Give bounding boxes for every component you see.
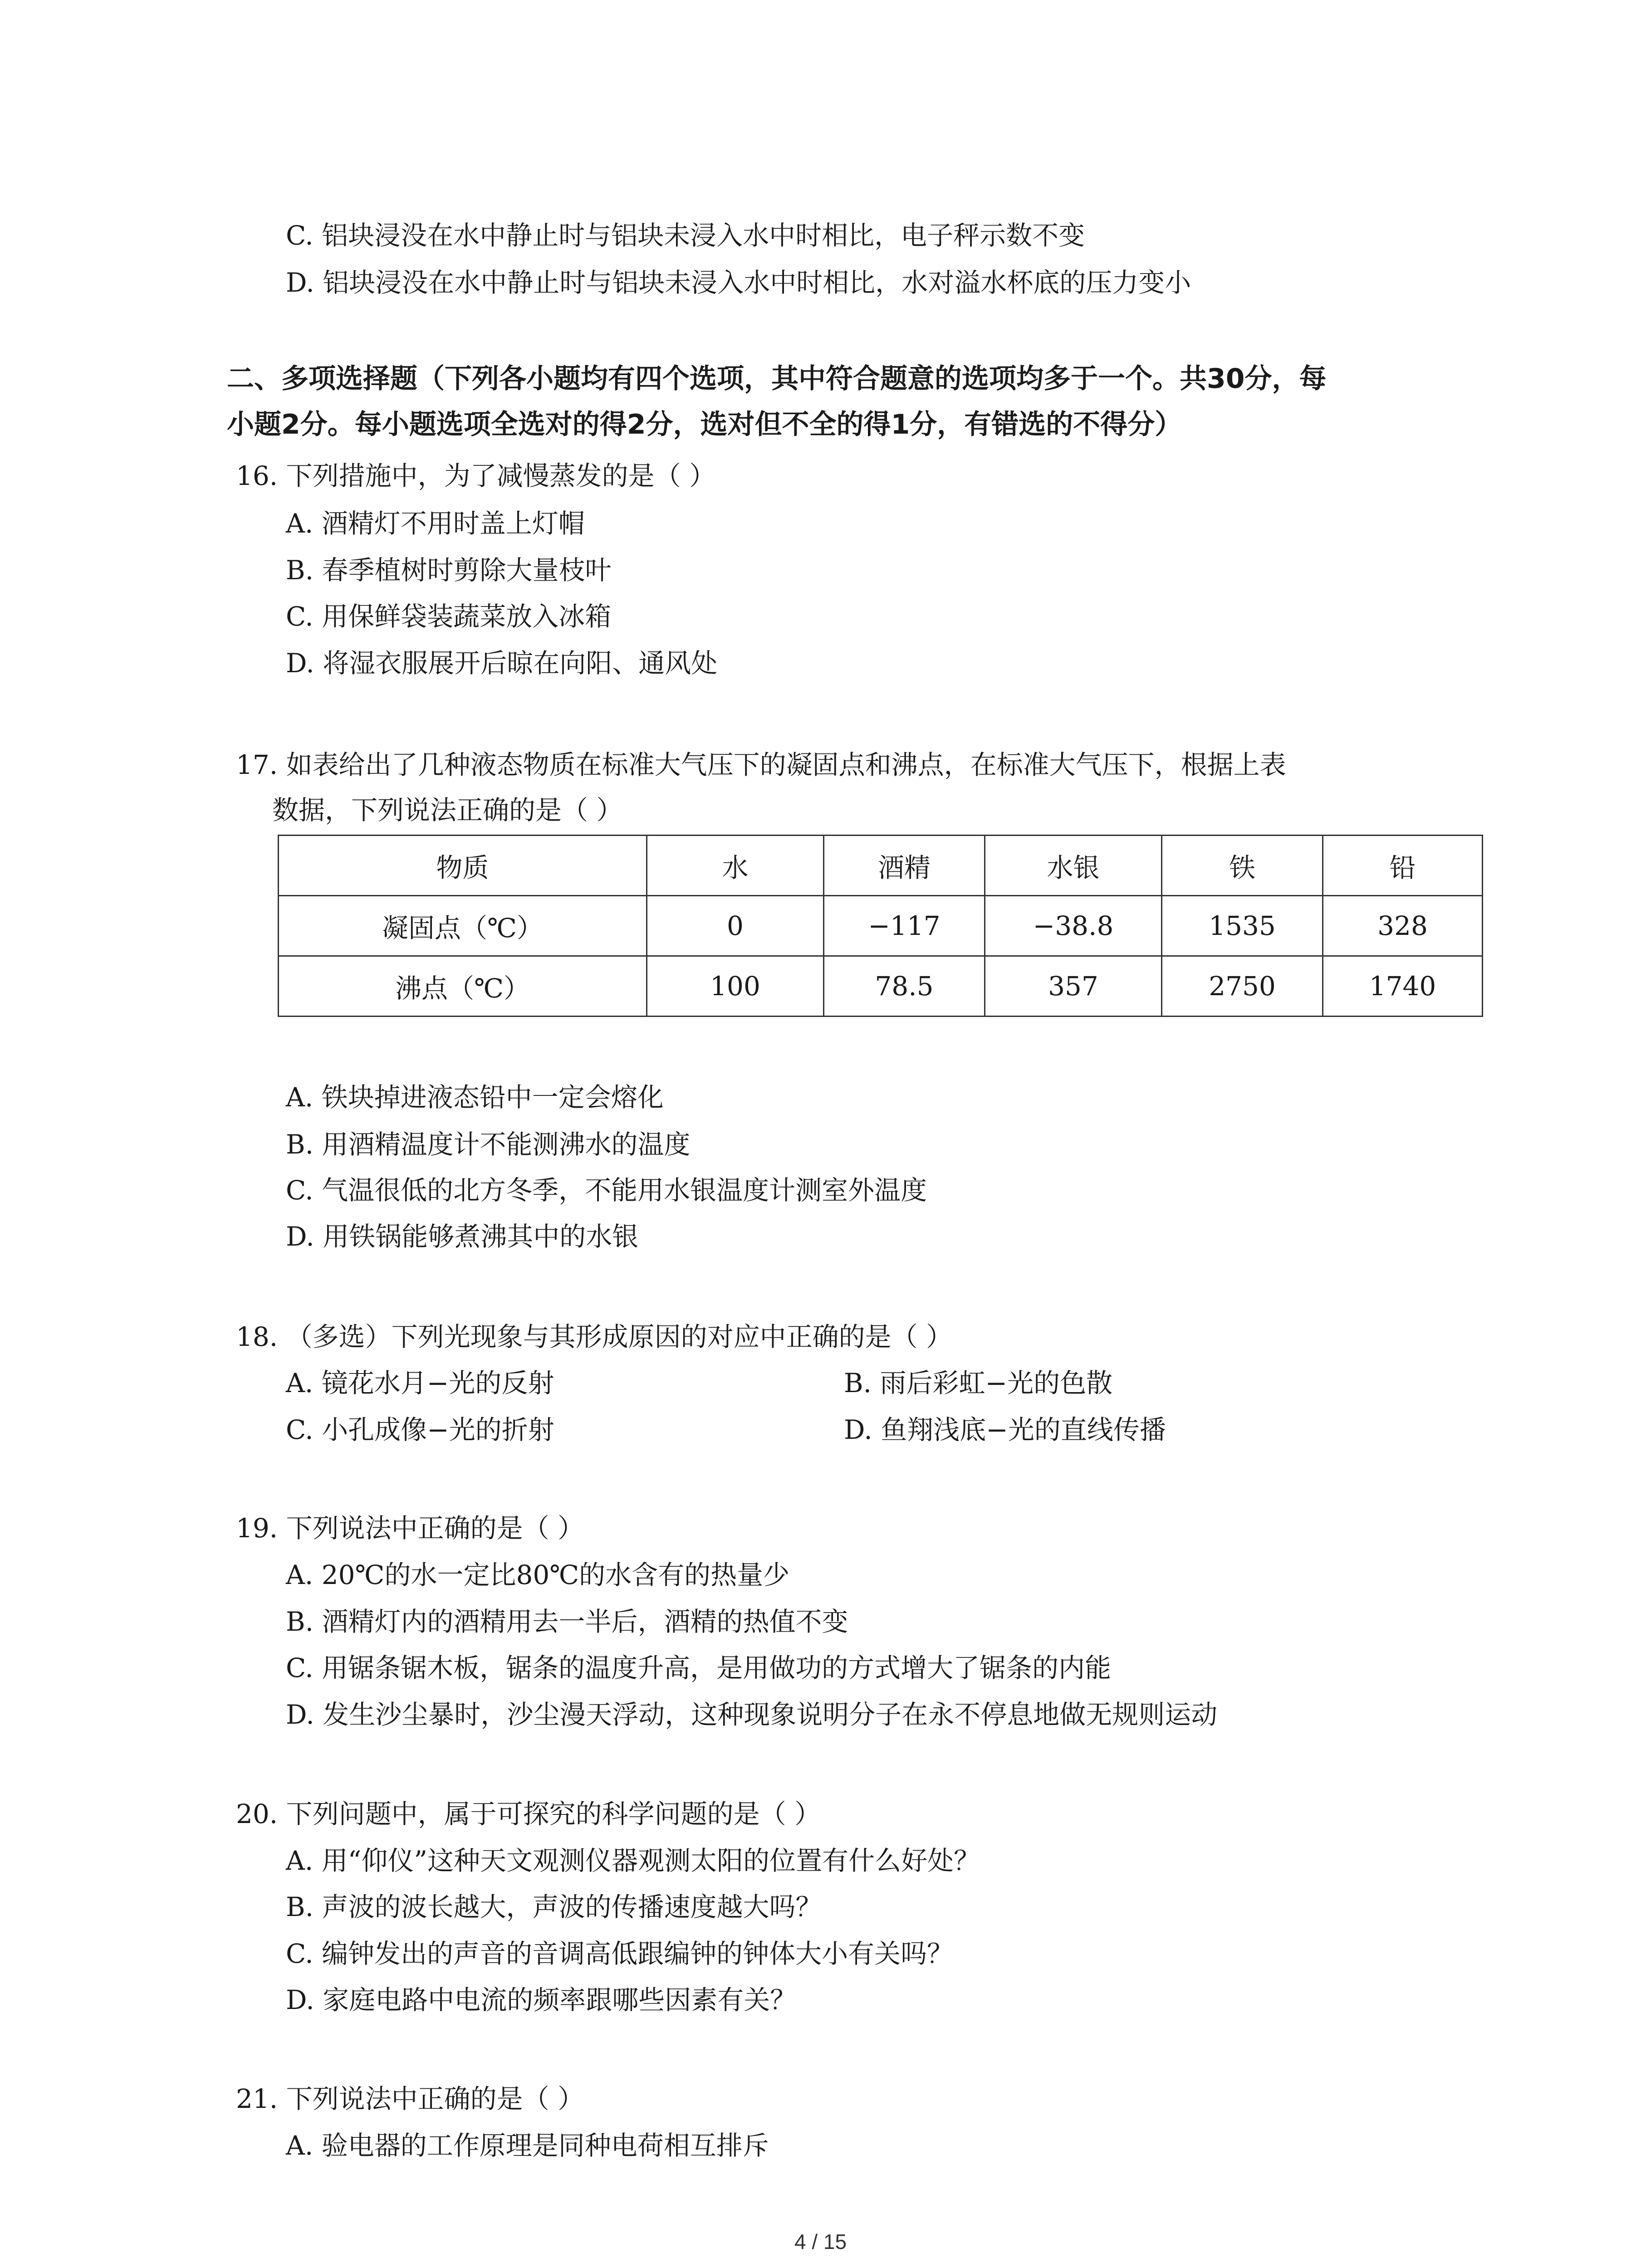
table-row (279, 956, 1483, 1017)
q16-option-d: D. 将湿衣服展开后晾在向阳、通风处 (286, 648, 718, 679)
q20-option-a: A. 用“仰仪”这种天文观测仪器观测太阳的位置有什么好处？ (286, 1845, 980, 1876)
table-cell: 水 (647, 836, 824, 896)
q17-option-c: C. 气温很低的北方冬季，不能用水银温度计测室外温度 (286, 1175, 927, 1206)
q18-option-d: D. 鱼翔浅底−光的直线传播 (844, 1414, 1166, 1445)
q17-option-b: B. 用酒精温度计不能测沸水的温度 (286, 1129, 691, 1160)
q19-stem: 19. 下列说法中正确的是（ ） (236, 1513, 584, 1544)
table-cell: 1535 (1162, 896, 1323, 956)
q20-option-b: B. 声波的波长越大，声波的传播速度越大吗？ (286, 1892, 822, 1922)
table-cell: −117 (824, 896, 985, 956)
table-cell: 0 (647, 896, 824, 956)
q20-stem: 20. 下列问题中，属于可探究的科学问题的是（ ） (236, 1799, 821, 1829)
table-cell: 铅 (1323, 836, 1483, 896)
section-heading-line2: 小题2分。每小题选项全选对的得2分，选对但不全的得1分，有错选的不得分） (227, 409, 1182, 440)
q16-option-b: B. 春季植树时剪除大量枝叶 (286, 555, 612, 586)
table-cell: 100 (647, 956, 824, 1017)
properties-table (278, 835, 1483, 1017)
table-row (279, 896, 1483, 956)
page-number: 4 / 15 (794, 2230, 847, 2253)
q16-stem: 16. 下列措施中，为了减慢蒸发的是（ ） (236, 460, 716, 491)
table-cell: 水银 (985, 836, 1162, 896)
q18-stem: 18. （多选）下列光现象与其形成原因的对应中正确的是（ ） (236, 1321, 953, 1352)
q20-option-c: C. 编钟发出的声音的音调高低跟编钟的钟体大小有关吗？ (286, 1938, 954, 1969)
q20-option-d: D. 家庭电路中电流的频率跟哪些因素有关？ (286, 1984, 797, 2015)
table-cell: 沸点（℃） (279, 956, 647, 1017)
q21-stem: 21. 下列说法中正确的是（ ） (236, 2083, 584, 2114)
q19-option-a: A. 20℃的水一定比80℃的水含有的热量少 (286, 1559, 790, 1590)
table-cell: 铁 (1162, 836, 1323, 896)
table-cell: −38.8 (985, 896, 1162, 956)
q18-option-b: B. 雨后彩虹−光的色散 (844, 1368, 1113, 1398)
table-cell: 物质 (279, 836, 647, 896)
q17-stem-line2: 数据，下列说法正确的是（ ） (272, 795, 623, 826)
q19-option-c: C. 用锯条锯木板，锯条的温度升高，是用做功的方式增大了锯条的内能 (286, 1652, 1112, 1683)
q16-option-a: A. 酒精灯不用时盖上灯帽 (286, 508, 585, 539)
q18-option-c: C. 小孔成像−光的折射 (286, 1414, 554, 1445)
section-heading-line1: 二、多项选择题（下列各小题均有四个选项，其中符合题意的选项均多于一个。共30分，每 (227, 363, 1327, 395)
prev-option-c: C. 铝块浸没在水中静止时与铝块未浸入水中时相比，电子秤示数不变 (286, 220, 1085, 251)
table-cell: 357 (985, 956, 1162, 1017)
table-cell: 328 (1323, 896, 1483, 956)
q18-option-a: A. 镜花水月−光的反射 (286, 1368, 554, 1398)
q21-option-a: A. 验电器的工作原理是同种电荷相互排斥 (286, 2130, 769, 2161)
table-cell: 酒精 (824, 836, 985, 896)
table-cell: 1740 (1323, 956, 1483, 1017)
table-cell: 78.5 (824, 956, 985, 1017)
q17-option-a: A. 铁块掉进液态铅中一定会熔化 (286, 1082, 664, 1113)
q19-option-b: B. 酒精灯内的酒精用去一半后，酒精的热值不变 (286, 1606, 848, 1637)
prev-option-d: D. 铝块浸没在水中静止时与铝块未浸入水中时相比，水对溢水杯底的压力变小 (286, 267, 1191, 298)
q17-option-d: D. 用铁锅能够煮沸其中的水银 (286, 1221, 639, 1252)
table-cell: 凝固点（℃） (279, 896, 647, 956)
table-header-row (279, 836, 1483, 896)
q16-option-c: C. 用保鲜袋装蔬菜放入冰箱 (286, 601, 612, 632)
q19-option-d: D. 发生沙尘暴时，沙尘漫天浮动，这种现象说明分子在永不停息地做无规则运动 (286, 1699, 1218, 1730)
q17-stem-line1: 17. 如表给出了几种液态物质在标准大气压下的凝固点和沸点，在标准大气压下，根据上表 (236, 749, 1286, 780)
table-cell: 2750 (1162, 956, 1323, 1017)
